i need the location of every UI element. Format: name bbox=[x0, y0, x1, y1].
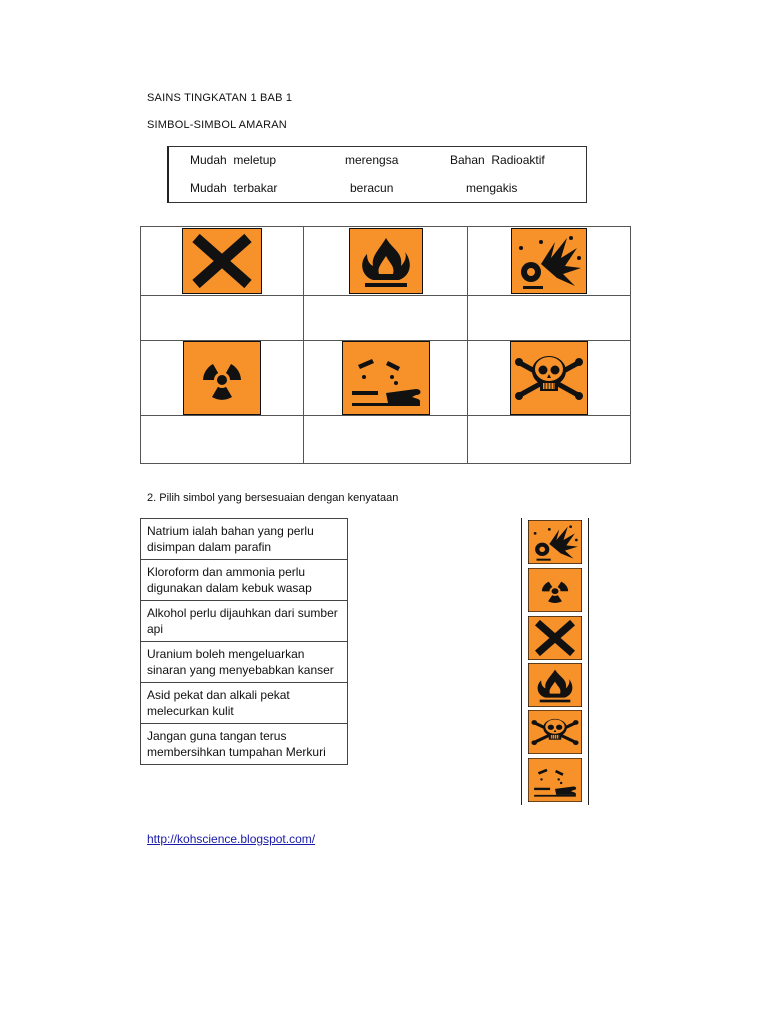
corrosive-icon[interactable] bbox=[528, 758, 582, 802]
symbol-grid bbox=[140, 226, 631, 464]
skull-icon bbox=[510, 341, 588, 415]
word-bank-item: mengakis bbox=[466, 181, 518, 195]
blog-link[interactable]: http://kohscience.blogspot.com/ bbox=[147, 832, 316, 846]
corrosive-icon bbox=[342, 341, 430, 415]
word-bank-item: Bahan Radioaktif bbox=[450, 153, 545, 167]
word-bank-item: Mudah terbakar bbox=[190, 181, 278, 195]
statement-item[interactable]: Alkohol perlu dijauhkan dari sumber api bbox=[141, 601, 348, 642]
answer-cell[interactable] bbox=[467, 416, 630, 464]
word-bank-item: merengsa bbox=[345, 153, 399, 167]
statement-item[interactable]: Natrium ialah bahan yang perlu disimpan dalam parafin bbox=[141, 519, 348, 560]
symbol-cell bbox=[141, 227, 304, 296]
statement-list bbox=[140, 518, 348, 765]
explosion-icon bbox=[511, 228, 587, 294]
question-2-label: 2. Pilih simbol yang bersesuaian dengan kenyataan bbox=[147, 492, 399, 504]
answer-cell[interactable] bbox=[467, 296, 630, 341]
word-bank bbox=[167, 146, 587, 203]
symbol-row bbox=[141, 341, 631, 416]
skull-icon[interactable] bbox=[528, 710, 582, 754]
section-heading: SIMBOL-SIMBOL AMARAN bbox=[147, 119, 287, 131]
answer-cell[interactable] bbox=[304, 296, 467, 341]
symbol-cell bbox=[467, 227, 630, 296]
word-bank-item: beracun bbox=[350, 181, 394, 195]
statement-item[interactable]: Uranium boleh mengeluarkan sinaran yang menyebabkan kanser bbox=[141, 642, 348, 683]
answer-row bbox=[141, 416, 631, 464]
symbol-cell bbox=[304, 227, 467, 296]
symbol-cell bbox=[467, 341, 630, 416]
answer-cell[interactable] bbox=[141, 416, 304, 464]
answer-cell[interactable] bbox=[141, 296, 304, 341]
symbol-choice-column bbox=[521, 518, 589, 805]
flame-icon[interactable] bbox=[528, 663, 582, 707]
statement-item[interactable]: Kloroform dan ammonia perlu digunakan dalam kebuk wasap bbox=[141, 560, 348, 601]
word-bank-item: Mudah meletup bbox=[190, 153, 277, 167]
symbol-cell bbox=[304, 341, 467, 416]
cross-icon bbox=[182, 228, 262, 294]
symbol-cell bbox=[141, 341, 304, 416]
statement-item[interactable]: Asid pekat dan alkali pekat melecurkan kulit bbox=[141, 683, 348, 724]
cross-icon[interactable] bbox=[528, 616, 582, 660]
radioactive-icon[interactable] bbox=[528, 568, 582, 612]
radioactive-icon bbox=[183, 341, 261, 415]
statement-item[interactable]: Jangan guna tangan terus membersihkan tumpahan Merkuri bbox=[141, 724, 348, 765]
answer-row bbox=[141, 296, 631, 341]
answer-cell[interactable] bbox=[304, 416, 467, 464]
flame-icon bbox=[349, 228, 423, 294]
explosion-icon[interactable] bbox=[528, 520, 582, 564]
worksheet-title: SAINS TINGKATAN 1 BAB 1 bbox=[147, 92, 293, 104]
symbol-row bbox=[141, 227, 631, 296]
